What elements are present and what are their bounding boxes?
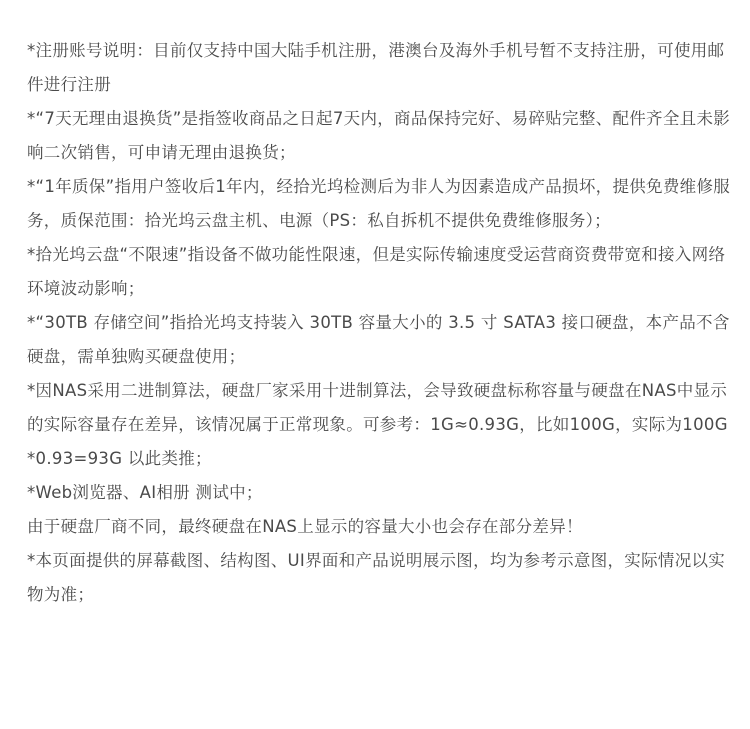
note-warranty: *“1年质保”指用户签收后1年内，经拾光坞检测后为非人为因素造成产品损坏，提供免费维修服务，质保范围：拾光坞云盘主机、电源（PS：私自拆机不提供免费维修服务）；	[27, 177, 731, 230]
note-registration: *注册账号说明：目前仅支持中国大陆手机注册，港澳台及海外手机号暂不支持注册，可使用邮件进行注册	[27, 41, 725, 94]
note-screenshot-disclaimer: *本页面提供的屏幕截图、结构图、UI界面和产品说明展示图，均为参考示意图，实际情况以实物为准；	[27, 551, 726, 604]
note-return-policy: *“7天无理由退换货”是指签收商品之日起7天内，商品保持完好、易碎贴完整、配件齐全且未影响二次销售，可申请无理由退换货；	[27, 109, 731, 162]
product-notes	[27, 34, 733, 612]
note-unlimited-speed: *拾光坞云盘“不限速”指设备不做功能性限速，但是实际传输速度受运营商资费带宽和接入网络环境波动影响；	[27, 245, 726, 298]
note-vendor-difference: 由于硬盘厂商不同，最终硬盘在NAS上显示的容量大小也会存在部分差异！	[27, 517, 583, 536]
note-capacity-difference: *因NAS采用二进制算法，硬盘厂家采用十进制算法，会导致硬盘标称容量与硬盘在NAS中显示的实际容量存在差异，该情况属于正常现象。可参考：1G≈0.93G，比如100G，实际为100G*0.93=93G 以此类推；	[27, 381, 728, 468]
note-testing-features: *Web浏览器、AI相册 测试中；	[27, 483, 263, 502]
note-storage-capacity: *“30TB 存储空间”指拾光坞支持装入 30TB 容量大小的 3.5 寸 SATA3 接口硬盘，本产品不含硬盘，需单独购买硬盘使用；	[27, 313, 730, 366]
